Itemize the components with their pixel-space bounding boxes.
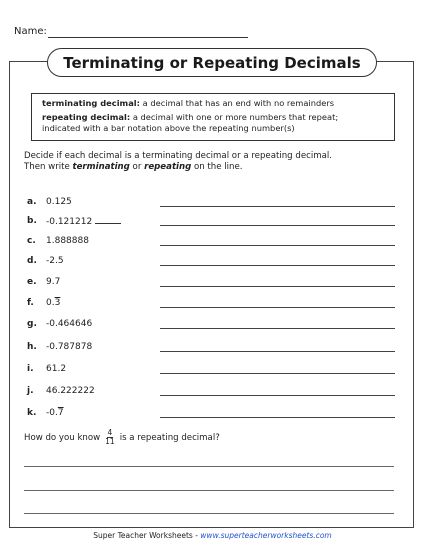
page-title: Terminating or Repeating Decimals [47, 48, 377, 77]
question-label: j. [27, 385, 34, 396]
answer-line[interactable] [160, 351, 395, 352]
decimal-digits: -0.121212 [46, 216, 93, 227]
question-label: e. [27, 276, 37, 287]
question-item [27, 234, 89, 247]
answer-line[interactable] [160, 265, 395, 266]
instr-word-terminating: terminating [72, 162, 130, 172]
question-label: g. [27, 318, 37, 329]
answer-line[interactable] [160, 417, 395, 418]
answer-line[interactable] [160, 286, 395, 287]
question-item [27, 296, 60, 309]
instr-word-repeating: repeating [144, 162, 192, 172]
question-label: b. [27, 215, 37, 226]
decimal-value [46, 236, 89, 246]
definition-text-2: indicated with a bar notation above the repeating number(s) [42, 123, 295, 133]
decimal-value [46, 197, 72, 207]
question-label: a. [27, 196, 37, 207]
question-label: i. [27, 363, 34, 374]
question-label: f. [27, 297, 34, 308]
definitions-box [31, 93, 395, 141]
writing-line[interactable] [24, 490, 394, 491]
question-label: h. [27, 341, 37, 352]
decimal-value [46, 298, 60, 308]
decimal-value [46, 319, 92, 329]
denominator: 11 [105, 437, 115, 446]
bonus-text: is a repeating decimal? [119, 432, 220, 443]
decimal-digits: 61.2 [46, 363, 67, 374]
writing-line[interactable] [24, 466, 394, 467]
name-row [14, 26, 47, 37]
answer-line[interactable] [160, 206, 395, 207]
footer-sep: - [192, 531, 201, 540]
bonus-text: How do you know [24, 432, 101, 443]
instructions [24, 151, 332, 173]
question-item [27, 317, 92, 330]
footer-brand: Super Teacher Worksheets [93, 531, 193, 540]
instr-text: Then write [24, 162, 73, 172]
decimal-digits: -0.787878 [46, 341, 93, 352]
question-item [27, 195, 72, 208]
definition-text: a decimal that has an end with no remainders [142, 98, 335, 108]
question-item [27, 362, 66, 375]
answer-line[interactable] [160, 307, 395, 308]
question-label: d. [27, 255, 37, 266]
answer-line[interactable] [160, 245, 395, 246]
decimal-value [46, 364, 66, 374]
decimal-digits: 9.7 [46, 276, 61, 287]
decimal-digits: -0. [46, 407, 58, 418]
question-item [27, 406, 64, 419]
answer-line[interactable] [160, 395, 395, 396]
definition-text: a decimal with one or more numbers that repeat; [132, 112, 339, 122]
decimal-value [46, 277, 60, 287]
fraction [105, 429, 115, 446]
decimal-value [46, 215, 121, 227]
decimal-digits: 0. [46, 297, 55, 308]
decimal-value [46, 342, 92, 352]
footer [0, 531, 425, 540]
decimal-value [46, 386, 95, 396]
repeating-digit: 3 [54, 297, 61, 308]
definition-terminating [42, 98, 394, 109]
decimal-digits: 0.125 [46, 196, 72, 207]
question-item [27, 384, 95, 397]
decimal-digits: -2.5 [46, 255, 64, 266]
footer-url[interactable]: www.superteacherworksheets.com [200, 531, 332, 540]
numerator: 4 [107, 428, 113, 437]
decimal-digits: 46.222222 [46, 385, 95, 396]
question-label: c. [27, 235, 36, 246]
decimal-value [46, 256, 64, 266]
writing-line[interactable] [24, 513, 394, 514]
answer-line[interactable] [160, 328, 395, 329]
decimal-value [46, 408, 64, 418]
question-label: k. [27, 407, 37, 418]
repeating-digit: 7 [57, 407, 64, 418]
term: repeating decimal: [42, 112, 131, 122]
question-item [27, 254, 64, 267]
term: terminating decimal: [42, 98, 140, 108]
definition-repeating [42, 112, 394, 134]
decimal-digits: 1.888888 [46, 235, 89, 246]
name-label: Name: [14, 26, 47, 37]
stray-blank-line [95, 215, 121, 224]
name-line[interactable] [48, 37, 248, 38]
instructions-line-2 [24, 162, 332, 173]
bonus-question [24, 429, 220, 446]
decimal-digits: -0.464646 [46, 318, 93, 329]
instructions-line-1: Decide if each decimal is a terminating decimal or a repeating decimal. [24, 151, 332, 161]
question-item [27, 214, 121, 227]
answer-line[interactable] [160, 225, 395, 226]
question-item [27, 275, 60, 288]
answer-line[interactable] [160, 373, 395, 374]
instr-text: or [129, 162, 145, 172]
instr-text: on the line. [191, 162, 243, 172]
question-item [27, 340, 92, 353]
